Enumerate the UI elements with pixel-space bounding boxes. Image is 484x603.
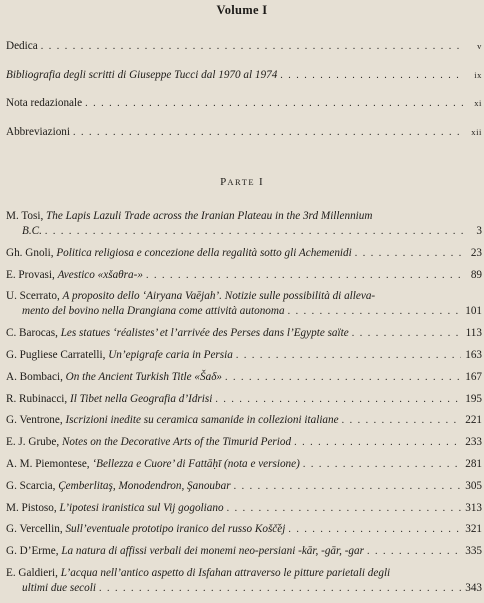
dot-leader bbox=[234, 479, 462, 494]
entry-author: G. Pugliese Carratelli, bbox=[6, 348, 106, 361]
dot-leader bbox=[288, 522, 461, 537]
entry-title: Iscrizioni inedite su ceramica samanide in collezioni italiane bbox=[65, 414, 339, 427]
dot-leader bbox=[280, 68, 464, 83]
toc-entry bbox=[6, 544, 482, 559]
entry-title: The Lapis Lazuli Trade across the Iranian Plateau in the 3rd Millennium bbox=[46, 210, 373, 222]
entry-title: Çemberlitaş, Monodendron, Şanoubar bbox=[58, 479, 231, 492]
front-matter-item bbox=[6, 125, 482, 154]
entry-author: E. Galdieri, bbox=[6, 566, 58, 579]
toc-entry bbox=[6, 246, 482, 261]
page-number: 23 bbox=[470, 246, 482, 259]
page-number: 305 bbox=[465, 479, 482, 492]
page-number: 89 bbox=[470, 268, 482, 281]
dot-leader bbox=[342, 413, 462, 428]
page-number: 321 bbox=[465, 523, 482, 536]
entry-title-continued: ultimi due secoli bbox=[22, 581, 96, 594]
front-matter-title: Dedica bbox=[6, 40, 38, 52]
dot-leader bbox=[45, 224, 464, 239]
entry-title: Notes on the Decorative Arts of the Timurid Period bbox=[61, 436, 292, 449]
toc-entry bbox=[6, 522, 482, 537]
toc-entry bbox=[6, 457, 482, 472]
entry-title-continued: B.C. bbox=[22, 225, 42, 237]
entry-author: R. Rubinacci, bbox=[6, 392, 68, 405]
entry-author: C. Barocas, bbox=[6, 327, 58, 340]
page-number: ix bbox=[474, 69, 482, 80]
part-heading: PARTE I bbox=[220, 176, 264, 188]
dot-leader bbox=[99, 581, 461, 596]
dot-leader bbox=[288, 304, 462, 319]
page-number: 335 bbox=[465, 545, 482, 558]
dot-leader bbox=[352, 326, 462, 341]
front-matter-title: Abbreviazioni bbox=[6, 125, 70, 138]
entry-title: ‘Bellezza e Cuore’ di Fattāḥī (nota e versione) bbox=[92, 457, 300, 470]
toc-entry bbox=[6, 566, 482, 596]
dot-leader bbox=[85, 96, 464, 111]
page-number: xii bbox=[471, 126, 482, 137]
entry-author: E. J. Grube, bbox=[6, 436, 60, 449]
dot-leader bbox=[236, 348, 461, 363]
toc-entry bbox=[6, 501, 482, 516]
dot-leader bbox=[227, 501, 462, 516]
entry-title: On the Ancient Turkish Title «Šaδ» bbox=[65, 370, 223, 383]
dot-leader bbox=[41, 39, 464, 54]
entry-title: Sull’eventuale prototipo iranico del russo Košč̌ej bbox=[65, 523, 286, 536]
contents-list bbox=[6, 209, 482, 603]
dot-leader bbox=[215, 392, 461, 407]
page-number: 221 bbox=[465, 414, 482, 427]
entry-title: Avestico «xšaθra-» bbox=[57, 268, 143, 281]
entry-title: L’acqua nell’antico aspetto di Isfahan attraverso le pitture parietali degli bbox=[60, 566, 391, 579]
front-matter-item bbox=[6, 96, 482, 125]
page-number: xi bbox=[474, 98, 482, 108]
toc-entry bbox=[6, 326, 482, 341]
page-number: 113 bbox=[465, 327, 482, 340]
entry-title: Les statues ‘réalistes’ et l’arrivée des Perses dans l’Egypte saïte bbox=[60, 327, 349, 340]
dot-leader bbox=[73, 125, 464, 140]
toc-entry bbox=[6, 435, 482, 450]
entry-title: La natura di affissi verbali dei monemi neo-persiani -kār, -gār, -gar bbox=[61, 545, 364, 558]
entry-title-continued: mento del bovino nella Drangiana come attività autonoma bbox=[22, 305, 285, 318]
page-number: 101 bbox=[465, 305, 482, 318]
entry-author: Gh. Gnoli, bbox=[6, 246, 54, 259]
entry-author: G. Ventrone, bbox=[6, 414, 63, 427]
front-matter-title: Nota redazionale bbox=[6, 97, 83, 109]
entry-author: E. Provasi, bbox=[6, 268, 55, 281]
dot-leader bbox=[303, 457, 461, 472]
toc-entry bbox=[6, 268, 482, 283]
page-number: 167 bbox=[465, 370, 482, 383]
toc-entry bbox=[6, 479, 482, 494]
front-matter-item bbox=[6, 39, 482, 68]
toc-entry bbox=[6, 348, 482, 363]
toc-entry bbox=[6, 289, 482, 319]
entry-author: G. Scarcia, bbox=[6, 479, 56, 492]
entry-author: G. Vercellin, bbox=[6, 523, 63, 536]
entry-author: A. M. Piemontese, bbox=[6, 457, 90, 470]
page-number: 281 bbox=[465, 457, 482, 470]
entry-author: A. Bombaci, bbox=[6, 370, 63, 383]
front-matter-list bbox=[6, 39, 482, 153]
dot-leader bbox=[355, 246, 464, 261]
page-number: 195 bbox=[465, 392, 482, 405]
entry-title: L’ipotesi iranistica sul Vij gogoliano bbox=[59, 501, 224, 514]
dot-leader bbox=[146, 268, 464, 283]
entry-author: U. Scerrato, bbox=[6, 290, 60, 303]
page-number: 3 bbox=[476, 225, 482, 237]
toc-entry bbox=[6, 392, 482, 407]
entry-title: A proposito dello ‘Airyana Vaējah’. Notizie sulle possibilità di alleva- bbox=[62, 290, 376, 303]
toc-entry bbox=[6, 413, 482, 428]
page-number: 313 bbox=[465, 501, 482, 514]
entry-author: M. Pistoso, bbox=[6, 501, 57, 514]
page-number: 163 bbox=[465, 348, 482, 361]
page-number: v bbox=[477, 41, 482, 51]
volume-heading: Volume I bbox=[216, 3, 268, 17]
page-number: 343 bbox=[465, 581, 482, 594]
entry-author: M. Tosi, bbox=[6, 210, 44, 222]
toc-entry bbox=[6, 370, 482, 385]
dot-leader bbox=[367, 544, 461, 559]
page-number: 233 bbox=[465, 436, 482, 449]
entry-title: Il Tibet nella Geografia d’Idrisi bbox=[70, 392, 213, 405]
toc-entry bbox=[6, 209, 482, 239]
entry-title: Un’epigrafe caria in Persia bbox=[108, 348, 233, 361]
dot-leader bbox=[294, 435, 461, 450]
entry-title: Politica religiosa e concezione della regalità sotto gli Achemenidi bbox=[56, 246, 352, 259]
dot-leader bbox=[225, 370, 461, 385]
entry-author: G. D’Erme, bbox=[6, 545, 59, 558]
front-matter-item bbox=[6, 68, 482, 97]
front-matter-title: Bibliografia degli scritti di Giuseppe Tucci dal 1970 al 1974 bbox=[6, 68, 278, 81]
